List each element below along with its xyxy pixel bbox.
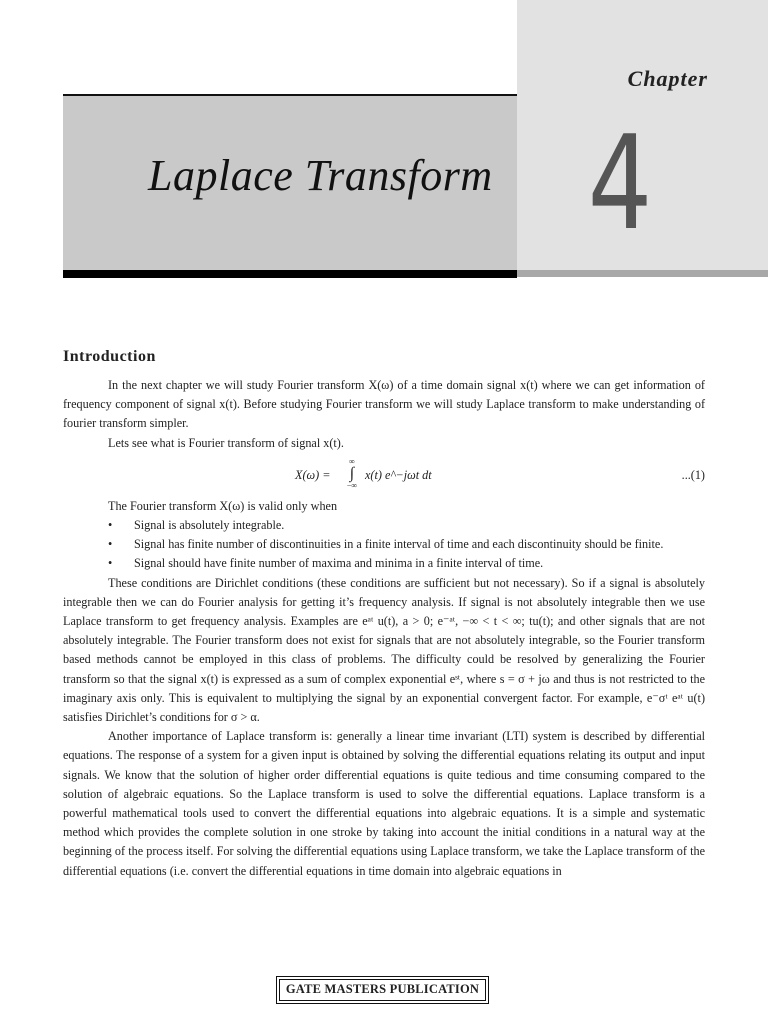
bullet-icon: •	[108, 556, 113, 571]
bullet-icon: •	[108, 537, 113, 552]
list-item	[108, 554, 705, 573]
dirichlet-conditions-list	[63, 516, 705, 574]
page-content	[63, 348, 705, 881]
chapter-panel-strip	[517, 270, 768, 277]
bullet-icon: •	[108, 518, 113, 533]
equation-1	[63, 456, 705, 496]
integral-symbol: ∫	[349, 464, 355, 482]
equation-lhs: X(ω) =	[295, 467, 331, 482]
title-underline	[63, 270, 517, 278]
paragraph-dirichlet: These conditions are Dirichlet conditions (these conditions are sufficient but not necessary). So if a signal is absolutely integrable then we can do Fourier analysis for getting it’s frequency analysis. If signal is not absolutely integrable then we use Laplace transform to get frequency analysis. Examples are eᵃᵗ u(t), a > 0; e⁻ᵃᵗ, −∞ < t < ∞; tu(t); and other signals that are not absolutely integrable. The Fourier transform does not exist for signals that are not absolutely integrable, so the Fourier transform based methods cannot be employed in this class of problems. The difficulty could be resolved by generalizing the Fourier transform so that the signal x(t) is expressed as a sum of complex exponential eˢᵗ, where s = σ + jω and thus is not restricted to the imaginary axis only. This is equivalent to multiplying the signal by an exponential convergent factor. For example, e⁻σᵗ eᵃᵗ u(t) satisfies Dirichlet’s conditions for σ > α.	[63, 575, 705, 725]
list-item	[108, 516, 705, 535]
paragraph-intro: In the next chapter we will study Fourier transform X(ω) of a time domain signal x(t) where we can get information of frequency component of signal x(t). Before studying Fourier transform we will study Laplace transform to make understanding of fourier transform simpler.	[63, 378, 705, 431]
list-item	[108, 535, 705, 554]
chapter-number: 4	[587, 107, 653, 259]
integral-sign	[345, 458, 359, 490]
equation-number: ...(1)	[681, 467, 705, 482]
paragraph-fourier-lead: Lets see what is Fourier transform of signal x(t).	[108, 435, 344, 450]
section-heading: Introduction	[63, 348, 156, 365]
chapter-title: Laplace Transform	[148, 151, 493, 200]
chapter-label: Chapter	[627, 66, 708, 91]
equation-rhs: x(t) e^−jωt dt	[365, 467, 432, 482]
list-item-text: Signal should have finite number of maxima and minima in a finite interval of time.	[134, 556, 544, 571]
paragraph-validity: The Fourier transform X(ω) is valid only when	[108, 498, 338, 513]
publisher-footer	[276, 976, 489, 1004]
paragraph-importance: Another importance of Laplace transform is: generally a linear time invariant (LTI) system is described by differential equations. The response of a system for a given input is obtained by solving the differential equations relating its output and input signals. We know that the solution of higher order differential equations is quite tedious and time consuming compared to the solution of algebraic equations. So the Laplace transform is used to solve the differential equations. Laplace transform is a powerful mathematical tools used to convert the differential equations into algebraic equations. It is a simple and systematic method which provides the complete solution in one stroke by taking into account the initial conditions in a natural way at the beginning of the process itself. For solving the differential equations using Laplace transform, we take the Laplace transform of the differential equations (i.e. convert the differential equations in time domain into algebraic equations in	[63, 729, 705, 878]
integral-upper-limit: ∞	[349, 456, 355, 466]
publisher-name: GATE MASTERS PUBLICATION	[279, 979, 486, 1001]
list-item-text: Signal is absolutely integrable.	[134, 518, 285, 533]
list-item-text: Signal has finite number of discontinuities in a finite interval of time and each discontinuity should be finite.	[134, 537, 664, 552]
integral-lower-limit: −∞	[346, 480, 358, 490]
